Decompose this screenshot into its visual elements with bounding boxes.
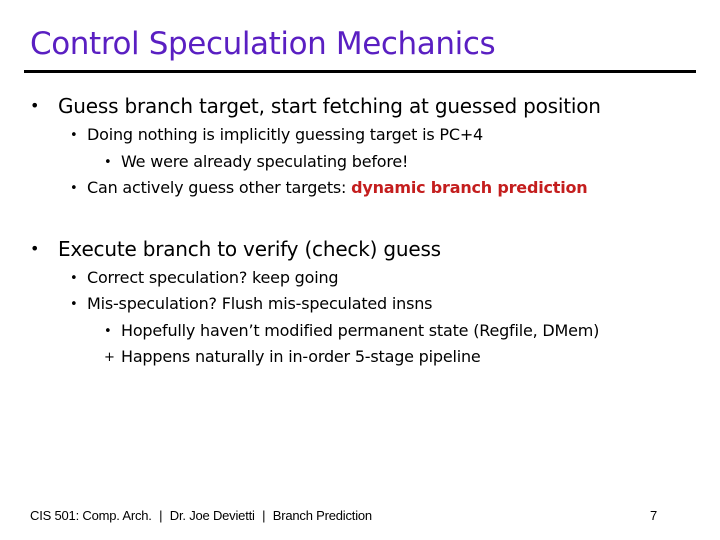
footer <box>30 508 372 523</box>
bullet-execute <box>30 237 441 261</box>
footer-author: Dr. Joe Devietti <box>169 508 255 523</box>
page-number: 7 <box>650 508 658 523</box>
sub-bullet-correct <box>70 268 338 287</box>
bullet-guess-text: Guess branch target, start fetching at guessed position <box>58 94 601 118</box>
sub-bullet-hopefully-text: Hopefully haven’t modified permanent state (Regfile, DMem) <box>121 321 600 340</box>
footer-course: CIS 501: Comp. Arch. <box>30 508 152 523</box>
bullet-guess <box>30 94 601 118</box>
title-underline <box>24 70 696 73</box>
sub-bullet-hopefully <box>104 321 599 340</box>
bullet-dot-icon: • <box>30 96 40 115</box>
bullet-dot-icon: • <box>104 324 112 339</box>
bullet-dot-icon: • <box>30 239 40 258</box>
sub-bullet-actively <box>70 178 588 197</box>
bullet-dot-icon: • <box>104 155 112 170</box>
bullet-execute-text: Execute branch to verify (check) guess <box>58 237 441 261</box>
bullet-dot-icon: • <box>70 181 78 196</box>
sub-bullet-already-text: We were already speculating before! <box>121 152 409 171</box>
footer-topic: Branch Prediction <box>272 508 372 523</box>
bullet-dot-icon: • <box>70 297 78 312</box>
footer-separator: | <box>159 508 163 523</box>
sub-bullet-naturally-text: Happens naturally in in-order 5-stage pipeline <box>121 347 481 366</box>
sub-bullet-already <box>104 152 408 171</box>
sub-bullet-naturally <box>104 347 481 366</box>
sub-bullet-mis <box>70 294 432 313</box>
sub-bullet-correct-text: Correct speculation? keep going <box>87 268 339 287</box>
slide-title: Control Speculation Mechanics <box>30 26 496 62</box>
sub-bullet-actively-text: Can actively guess other targets: <box>87 178 352 197</box>
footer-separator: | <box>262 508 266 523</box>
bullet-dot-icon: • <box>70 128 78 143</box>
plus-icon: + <box>104 350 115 365</box>
sub-bullet-nothing <box>70 125 483 144</box>
bullet-dot-icon: • <box>70 271 78 286</box>
sub-bullet-nothing-text: Doing nothing is implicitly guessing target is PC+4 <box>87 125 484 144</box>
emphasis-dynamic-branch-prediction: dynamic branch prediction <box>351 178 588 197</box>
sub-bullet-mis-text: Mis-speculation? Flush mis-speculated insns <box>87 294 433 313</box>
